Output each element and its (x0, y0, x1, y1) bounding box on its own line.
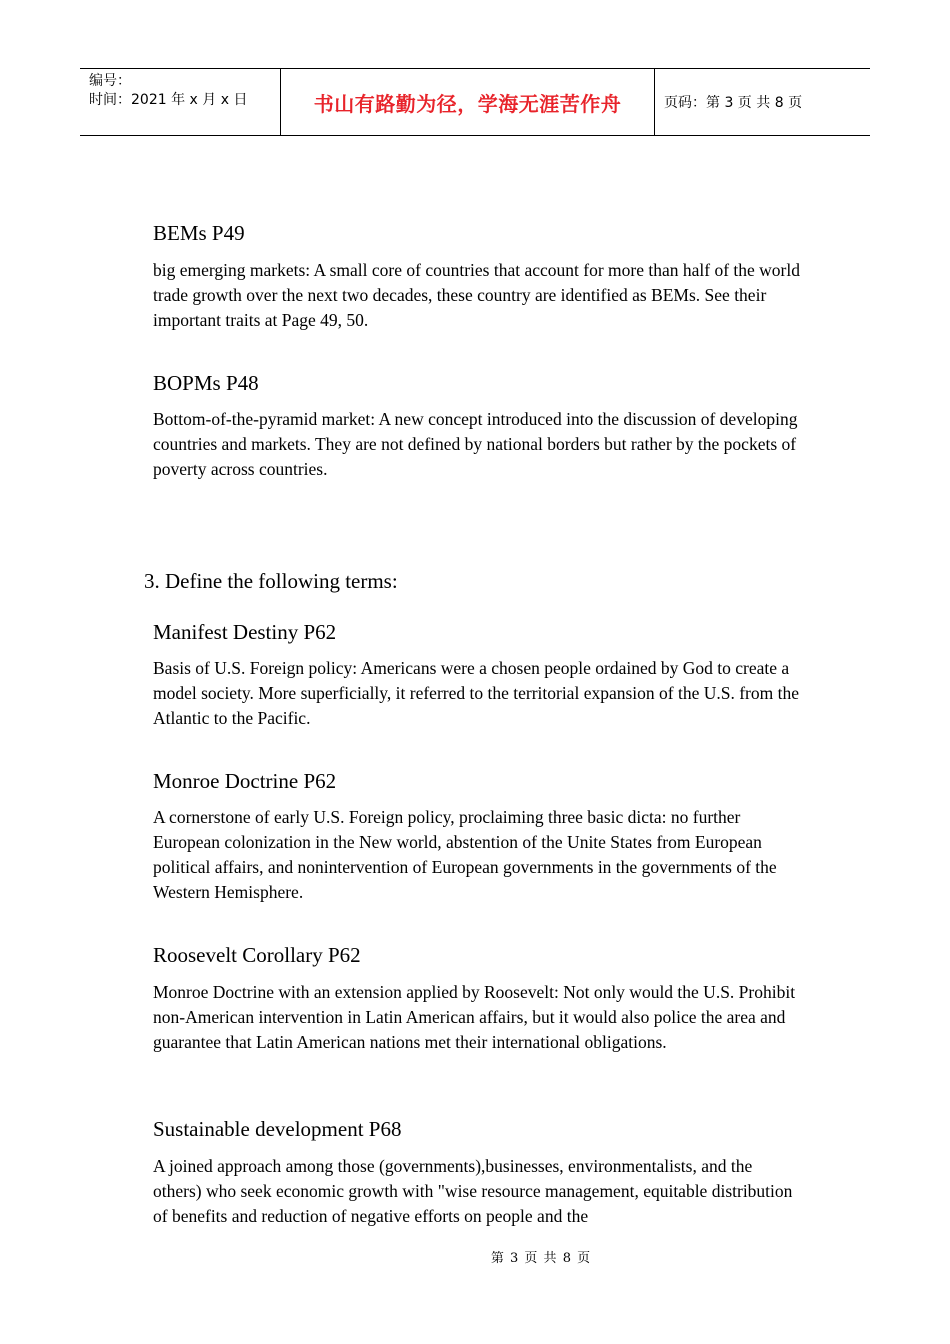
document-date-label: 时间：2021 年 x 月 x 日 (89, 92, 248, 108)
term-title-manifest-destiny: Manifest Destiny P62 (153, 620, 337, 644)
term-title-bems: BEMs P49 (153, 221, 245, 245)
footer-page-number: 第 3 页 共 8 页 (490, 1251, 592, 1266)
header-page-info-cell (655, 69, 870, 135)
page-header (80, 68, 870, 136)
document-number-label: 编号： (89, 73, 131, 89)
header-page-info: 页码：第 3 页 共 8 页 (664, 95, 803, 111)
page-footer (0, 1247, 950, 1266)
term-definition-monroe-doctrine: A cornerstone of early U.S. Foreign policy, proclaiming three basic dicta: no further European colonization in the New world, abstention of the Unite States from European political affairs, and nonintervention of European governments in the governments of the Western Hemisphere. (153, 807, 777, 902)
header-motto: 书山有路勤为径，学海无涯苦作舟 (313, 91, 622, 116)
header-meta-cell (80, 69, 281, 135)
term-definition-bopms: Bottom-of-the-pyramid market: A new concept introduced into the discussion of developing countries and markets. They are not defined by national borders but rather by the pockets of poverty across countries. (153, 409, 798, 479)
term-definition-manifest-destiny: Basis of U.S. Foreign policy: Americans were a chosen people ordained by God to create a model society. More superficially, it referred to the territorial expansion of the U.S. from the Atlantic to the Pacific. (153, 658, 799, 728)
term-definition-sustainable-development: A joined approach among those (governments),businesses, environmentalists, and the others) who seek economic growth with "wise resource management, equitable distribution of benefits and reduction of negative efforts on people and the (153, 1156, 793, 1226)
header-motto-cell (281, 69, 655, 135)
term-title-bopms: BOPMs P48 (153, 371, 259, 395)
term-definition-bems: big emerging markets: A small core of countries that account for more than half of the world trade growth over the next two decades, these country are identified as BEMs. See their important traits at Page 49, 50. (153, 260, 800, 330)
term-title-roosevelt-corollary: Roosevelt Corollary P62 (153, 943, 361, 967)
section-heading: 3. Define the following terms: (144, 569, 398, 593)
term-title-monroe-doctrine: Monroe Doctrine P62 (153, 769, 337, 793)
term-definition-roosevelt-corollary: Monroe Doctrine with an extension applied by Roosevelt: Not only would the U.S. Prohibit non-American intervention in Latin American affairs, but it would also police the area and guarantee that Latin American nations met their international obligations. (153, 982, 796, 1052)
term-title-sustainable-development: Sustainable development P68 (153, 1117, 402, 1141)
